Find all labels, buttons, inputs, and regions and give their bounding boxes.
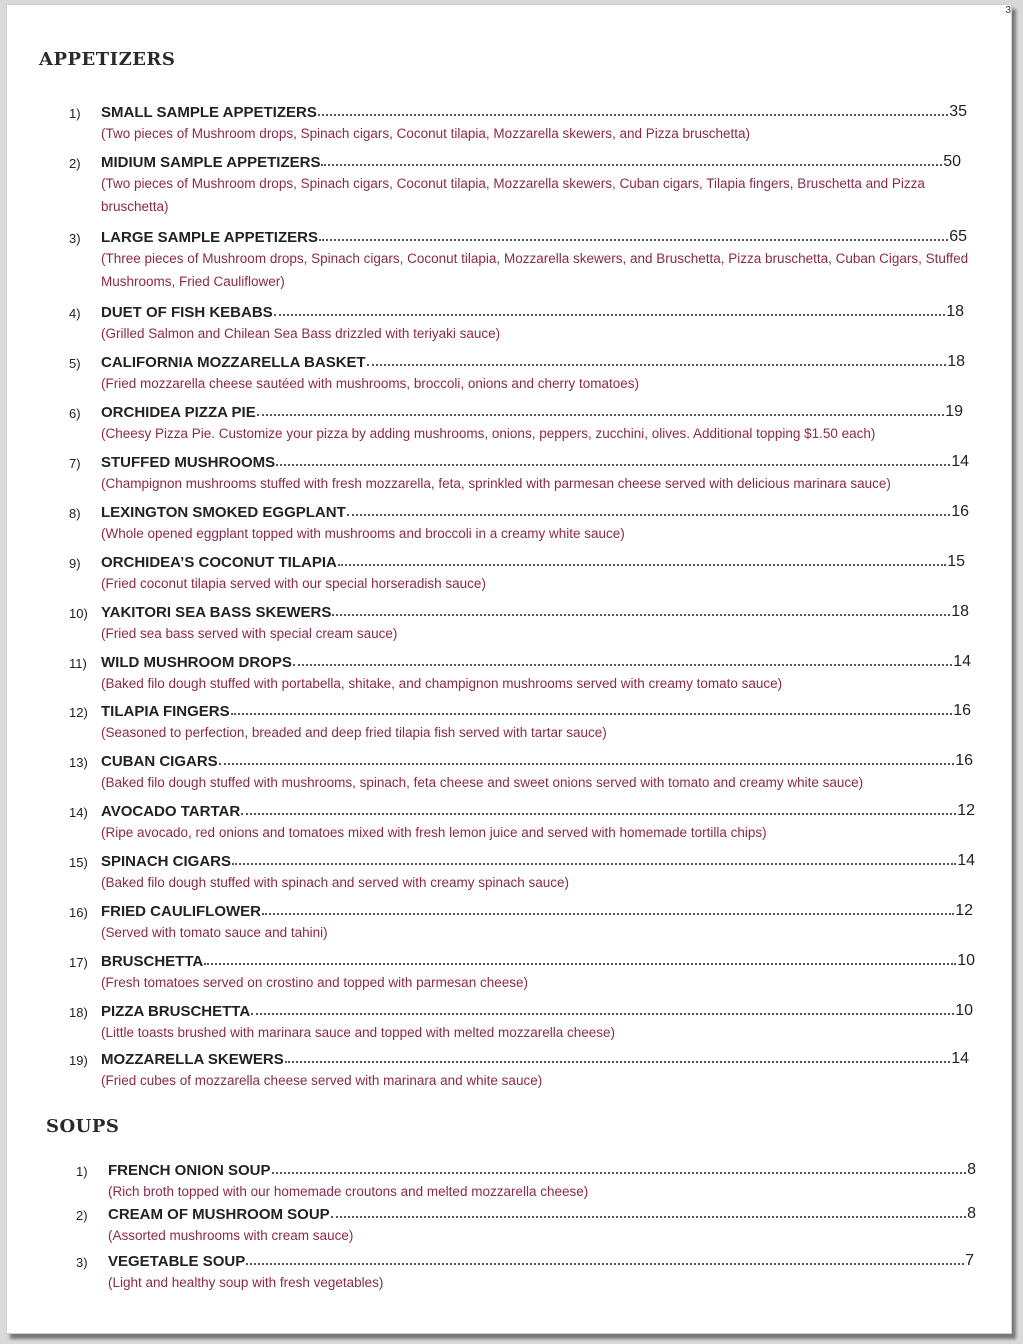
- item-price: 8: [967, 1161, 976, 1178]
- item-price: 35: [949, 103, 967, 120]
- item-number: 8): [69, 506, 81, 521]
- item-price: 16: [951, 503, 969, 520]
- item-name: PIZZA BRUSCHETTA: [101, 1003, 251, 1020]
- item-number: 2): [69, 156, 81, 171]
- dot-leader: [338, 563, 946, 566]
- item-number: 17): [69, 955, 88, 970]
- item-price: 14: [953, 653, 971, 670]
- item-number: 5): [69, 356, 81, 371]
- menu-item: [69, 549, 965, 595]
- dot-leader: [318, 113, 948, 116]
- menu-item: [69, 299, 964, 345]
- item-description: (Served with tomato sauce and tahini): [101, 925, 328, 940]
- item-description: (Fresh tomatoes served on crostino and topped with parmesan cheese): [101, 975, 528, 990]
- item-description: (Three pieces of Mushroom drops, Spinach cigars, Coconut tilapia, Mozzarella skewers, and Bruschetta, Pizza bruschetta, Cuban Cigars, Stuffed Mushrooms, Fried Cauliflower): [101, 251, 969, 289]
- item-description: (Ripe avocado, red onions and tomatoes mixed with fresh lemon juice and served with homemade tortilla chips): [101, 825, 767, 840]
- item-number: 14): [69, 805, 88, 820]
- dot-leader: [232, 862, 956, 865]
- menu-item: [69, 948, 975, 994]
- item-price: 15: [947, 553, 965, 570]
- menu-item: [69, 499, 969, 545]
- item-description: (Cheesy Pizza Pie. Customize your pizza by adding mushrooms, onions, peppers, zucchini, olives. Additional topping $1.50 each): [101, 426, 876, 441]
- item-description: (Two pieces of Mushroom drops, Spinach cigars, Coconut tilapia, Mozzarella skewers, and Pizza bruschetta): [101, 126, 751, 141]
- item-number: 18): [69, 1005, 88, 1020]
- item-number: 12): [69, 705, 88, 720]
- item-description: (Rich broth topped with our homemade croutons and melted mozzarella cheese): [108, 1184, 589, 1199]
- item-description: (Baked filo dough stuffed with spinach and served with creamy spinach sauce): [101, 875, 570, 890]
- section-title-soups: SOUPS: [46, 1116, 120, 1137]
- dot-leader: [246, 1262, 964, 1265]
- item-price: 10: [957, 952, 975, 969]
- item-name: ORCHIDEA PIZZA PIE: [101, 404, 256, 421]
- item-name: MIDIUM SAMPLE APPETIZERS: [101, 154, 321, 171]
- dot-leader: [319, 238, 948, 241]
- dot-leader: [257, 413, 944, 416]
- item-name: LARGE SAMPLE APPETIZERS: [101, 229, 318, 246]
- dot-leader: [331, 1215, 966, 1218]
- item-price: 65: [949, 228, 967, 245]
- item-description: (Light and healthy soup with fresh vegetables): [108, 1275, 384, 1290]
- dot-leader: [293, 663, 952, 666]
- item-number: 10): [69, 606, 88, 621]
- item-name: FRENCH ONION SOUP: [108, 1162, 271, 1179]
- item-number: 4): [69, 306, 81, 321]
- item-price: 18: [947, 353, 965, 370]
- dot-leader: [276, 463, 950, 466]
- item-name: LEXINGTON SMOKED EGGPLANT: [101, 504, 346, 521]
- item-description: (Fried sea bass served with special cream sauce): [101, 626, 398, 641]
- menu-item: [69, 224, 967, 293]
- item-name: CREAM OF MUSHROOM SOUP: [108, 1206, 330, 1223]
- menu-item: [76, 1157, 976, 1203]
- menu-item: [69, 649, 971, 695]
- item-name: TILAPIA FINGERS: [101, 703, 230, 720]
- menu-item: [69, 748, 973, 794]
- item-number: 1): [76, 1164, 88, 1179]
- item-price: 16: [955, 752, 973, 769]
- item-price: 12: [955, 902, 973, 919]
- item-price: 18: [951, 603, 969, 620]
- menu-item: [69, 898, 973, 944]
- item-number: 9): [69, 556, 81, 571]
- item-price: 7: [965, 1252, 974, 1269]
- menu-item: [69, 449, 969, 495]
- item-price: 19: [945, 403, 963, 420]
- menu-item: [76, 1248, 974, 1294]
- item-name: WILD MUSHROOM DROPS: [101, 654, 292, 671]
- item-name: BRUSCHETTA: [101, 953, 204, 970]
- dot-leader: [332, 613, 950, 616]
- item-number: 13): [69, 755, 88, 770]
- item-number: 2): [76, 1208, 88, 1223]
- dot-leader: [321, 163, 942, 166]
- item-price: 8: [967, 1205, 976, 1222]
- dot-leader: [219, 762, 955, 765]
- dot-leader: [272, 1171, 967, 1174]
- item-number: 6): [69, 406, 81, 421]
- dot-leader: [347, 513, 950, 516]
- item-name: FRIED CAULIFLOWER: [101, 903, 261, 920]
- item-price: 16: [953, 702, 971, 719]
- item-price: 18: [946, 303, 964, 320]
- dot-leader: [285, 1060, 950, 1063]
- item-name: SMALL SAMPLE APPETIZERS: [101, 104, 317, 121]
- menu-item: [69, 1046, 969, 1092]
- dot-leader: [204, 962, 956, 965]
- item-number: 1): [69, 106, 81, 121]
- item-name: ORCHIDEA’S COCONUT TILAPIA: [101, 554, 337, 571]
- item-name: YAKITORI SEA BASS SKEWERS: [101, 604, 332, 621]
- item-description: (Assorted mushrooms with cream sauce): [108, 1228, 354, 1243]
- item-name: CUBAN CIGARS: [101, 753, 218, 770]
- dot-leader: [262, 912, 954, 915]
- item-name: CALIFORNIA MOZZARELLA BASKET: [101, 354, 366, 371]
- menu-item: [69, 399, 963, 445]
- item-number: 15): [69, 855, 88, 870]
- item-number: 11): [69, 656, 87, 671]
- page-number: 3: [1005, 5, 1011, 16]
- menu-item: [69, 99, 967, 145]
- menu-item: [76, 1201, 976, 1247]
- dot-leader: [274, 313, 946, 316]
- item-description: (Whole opened eggplant topped with mushrooms and broccoli in a creamy white sauce): [101, 526, 625, 541]
- menu-item: [69, 349, 965, 395]
- item-name: DUET OF FISH KEBABS: [101, 304, 273, 321]
- menu-item: [69, 798, 975, 844]
- item-price: 14: [957, 852, 975, 869]
- item-number: 19): [69, 1053, 88, 1068]
- menu-item: [69, 149, 961, 218]
- item-description: (Fried cubes of mozzarella cheese served with marinara and white sauce): [101, 1073, 543, 1088]
- item-description: (Fried coconut tilapia served with our special horseradish sauce): [101, 576, 486, 591]
- item-description: (Two pieces of Mushroom drops, Spinach cigars, Coconut tilapia, Mozzarella skewers, Cuban cigars, Tilapia fingers, Bruschetta and Pizza bruschetta): [101, 176, 925, 214]
- item-description: (Grilled Salmon and Chilean Sea Bass drizzled with teriyaki sauce): [101, 326, 501, 341]
- menu-page: [6, 4, 1012, 1334]
- dot-leader: [251, 1012, 954, 1015]
- item-number: 16): [69, 905, 88, 920]
- item-price: 14: [951, 453, 969, 470]
- item-number: 3): [76, 1255, 88, 1270]
- menu-item: [69, 998, 973, 1044]
- menu-item: [69, 848, 975, 894]
- menu-item: [69, 599, 969, 645]
- item-name: MOZZARELLA SKEWERS: [101, 1051, 284, 1068]
- dot-leader: [231, 712, 953, 715]
- item-description: (Baked filo dough stuffed with portabella, shitake, and champignon mushrooms served with creamy tomato sauce): [101, 676, 783, 691]
- item-number: 7): [69, 456, 81, 471]
- item-description: (Champignon mushrooms stuffed with fresh mozzarella, feta, sprinkled with parmesan cheese served with delicious marinara sauce): [101, 476, 891, 491]
- item-description: (Seasoned to perfection, breaded and deep fried tilapia fish served with tartar sauce): [101, 725, 607, 740]
- item-description: (Baked filo dough stuffed with mushrooms, spinach, feta cheese and sweet onions served with tomato and creamy white sauce): [101, 775, 864, 790]
- item-price: 50: [943, 153, 961, 170]
- dot-leader: [367, 363, 947, 366]
- item-price: 10: [955, 1002, 973, 1019]
- menu-item: [69, 698, 971, 744]
- item-number: 3): [69, 231, 81, 246]
- section-title-appetizers: APPETIZERS: [39, 49, 176, 70]
- item-name: VEGETABLE SOUP: [108, 1253, 246, 1270]
- item-price: 14: [951, 1050, 969, 1067]
- item-name: SPINACH CIGARS: [101, 853, 232, 870]
- item-price: 12: [957, 802, 975, 819]
- dot-leader: [241, 812, 956, 815]
- item-name: STUFFED MUSHROOMS: [101, 454, 276, 471]
- item-description: (Little toasts brushed with marinara sauce and topped with melted mozzarella cheese): [101, 1025, 616, 1040]
- item-name: AVOCADO TARTAR: [101, 803, 241, 820]
- item-description: (Fried mozzarella cheese sautéed with mushrooms, broccoli, onions and cherry tomatoes): [101, 376, 639, 391]
